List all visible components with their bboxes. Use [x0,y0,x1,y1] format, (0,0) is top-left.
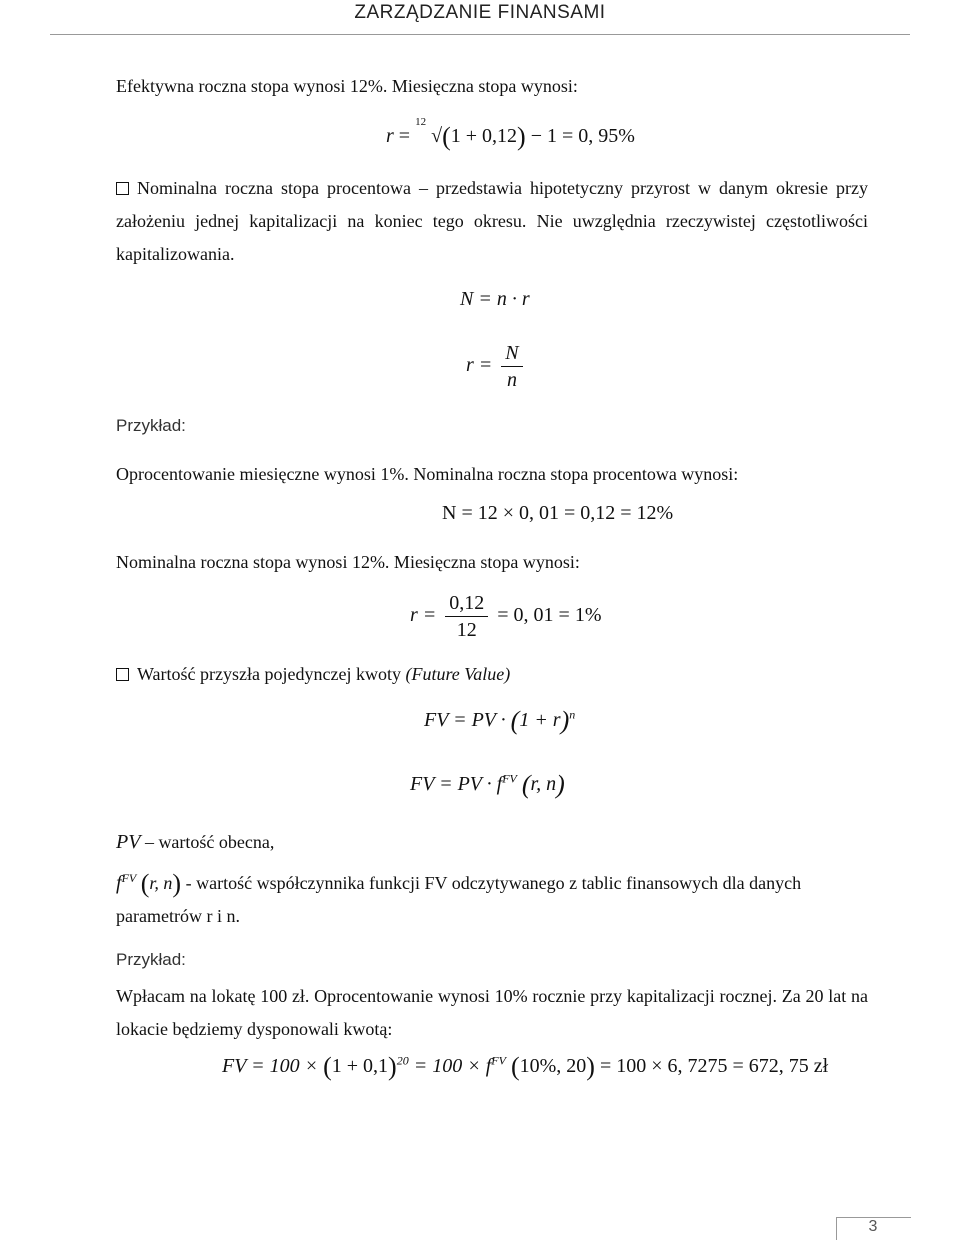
definition-superscript: FV [121,871,137,885]
bullet-text: Nominalna roczna stopa procentowa – przedstawia hipotetyczny przyrost w danym okresie przy założeniu jednej kapitalizacji na koniec tego okresu. Nie uwzględnia rzeczywistej częstotliwości kapitalizowania. [116,178,868,264]
formula-monthly-rate-root [386,116,635,152]
bullet-nominal-rate [116,172,868,271]
page-header: ZARZĄDZANIE FINANSAMI [354,2,606,23]
radical-inner: 1 + 0,12 [450,125,518,147]
formula-args: r, n [530,773,557,795]
definition-symbol: PV [116,831,141,853]
definition-args: r, n [149,873,173,893]
bullet-future-value [116,658,868,691]
formula-deposit-calc: FV = $100 \times (1 + 0,1)^{20} = 100 \times f^{FV}$ (10%, 20) = 100 × 6, 7275 = 672, 75 zł [222,1052,829,1081]
formula-nominal-calc: N = 12 × 0, 01 = 0,12 = 12% [442,502,674,524]
paragraph-nominal-rate: Nominalna roczna stopa wynosi 12%. Miesięczna stopa wynosi: [116,552,580,572]
formula-fv-basic: FV = PV · $(1 + r)^n$ [424,706,576,735]
formula-superscript: FV [502,771,517,786]
definition-continuation: parametrów r i n. [116,906,240,926]
checkbox-bullet-icon [116,668,129,681]
formula-tail: = 0, 01 = 1% [497,604,602,627]
bullet-italic: (Future Value) [405,664,511,684]
header-rule [50,34,910,35]
example-label: Przykład: [116,416,186,435]
formula-N-eq-nr: N = n · r [460,288,530,310]
checkbox-bullet-icon [116,182,129,195]
formula-lhs: r [386,125,394,147]
formula-exponent: 20 [396,1053,409,1068]
paragraph-monthly-interest: Oprocentowanie miesięczne wynosi 1%. Nominalna roczna stopa procentowa wynosi: [116,464,739,484]
definition-pv [116,826,868,859]
formula-fv-factor: FV = PV · $f^{FV}$ (r, n) [410,770,565,799]
numerator: N [501,340,522,367]
formula-part-c: = 100 × 6, 7275 = 672, 75 zł [599,1055,829,1077]
fraction [501,340,522,393]
example-label: Przykład: [116,950,186,969]
definition-text: – wartość obecna, [140,832,275,852]
formula-lhs: r = [410,604,437,627]
definition-symbol: f [116,872,122,894]
formula-inner: 1 + r [519,709,561,731]
definition-fv-factor: $f^{FV}$ (r, n) - wartość współczynnika funkcji FV odczytywanego z tablic finansowych dla danych [116,869,802,898]
formula-inner-2: 10%, 20 [519,1055,587,1077]
formula-superscript: FV [491,1053,506,1068]
denominator: 12 [456,619,477,641]
fraction [445,590,488,643]
radical: 12 √(1 + 0,12) [415,116,526,151]
formula-r-eq-N-over-n [466,340,527,393]
formula-part-a: FV = 100 × [222,1055,319,1077]
formula-exponent: n [569,707,576,722]
formula-lhs: FV = PV · f [410,773,503,795]
formula-inner-1: 1 + 0,1 [331,1055,389,1077]
denominator: n [506,369,517,391]
formula-lhs: r = [466,354,493,377]
root-index: 12 [415,116,427,128]
formula-monthly-calc [410,590,602,643]
formula-part-b: = 100 × f [413,1055,492,1077]
formula-tail: − 1 = 0, 95% [530,125,635,147]
formula-eq: = [398,125,411,147]
definition-text: - wartość współczynnika funkcji FV odczytywanego z tablic finansowych dla danych [181,873,802,893]
paragraph-deposit-example: Wpłacam na lokatę 100 zł. Oprocentowanie wynosi 10% rocznie przy kapitalizacji rocznej. Za 20 lat na lokacie będziemy dysponowali kwotą: [116,986,868,1039]
page-number: 3 [868,1218,878,1235]
bullet-text: Wartość przyszła pojedynczej kwoty [137,664,406,684]
formula-lhs: FV = PV · [424,709,506,731]
paragraph-effective-rate: Efektywna roczna stopa wynosi 12%. Miesięczna stopa wynosi: [116,76,578,96]
numerator: 0,12 [445,590,488,617]
